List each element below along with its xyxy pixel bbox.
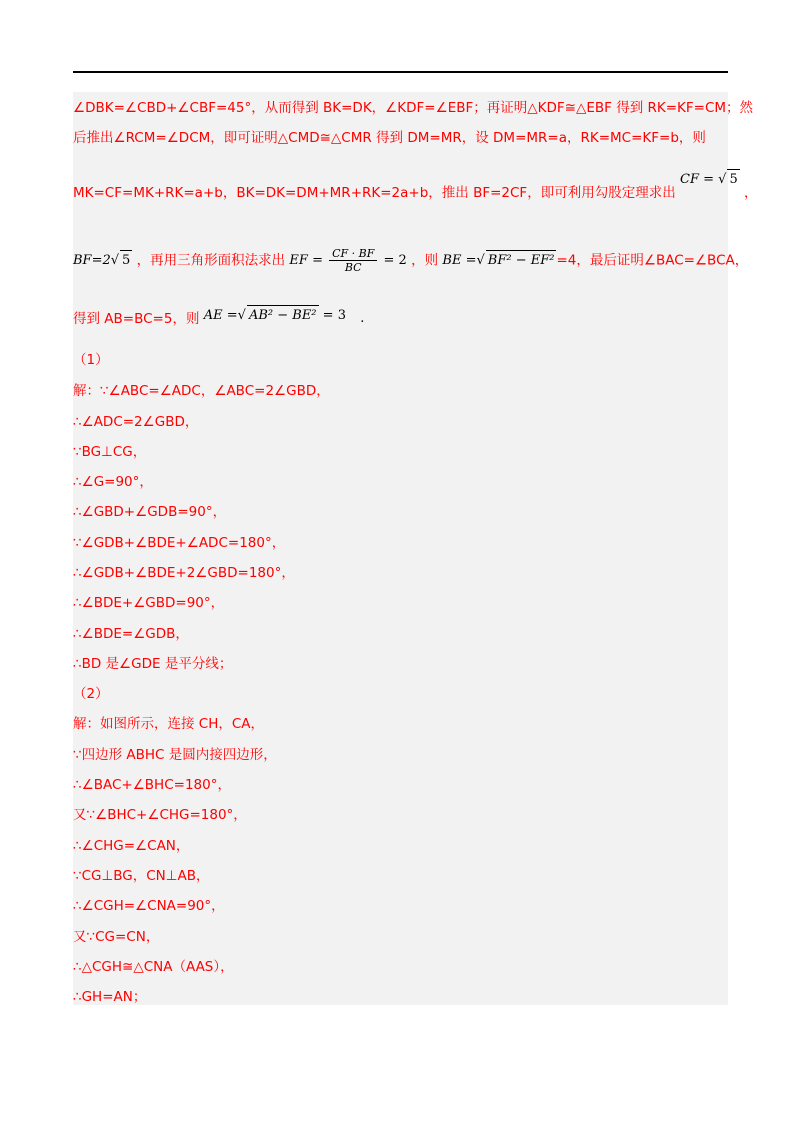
text-line [73, 247, 748, 274]
radicand: 5 [120, 250, 132, 271]
formula-text: = 3 [322, 307, 346, 323]
text-line: ∴∠CHG=∠CAN， [73, 838, 190, 854]
text-segment: 得到 AB=BC=5，则 [73, 311, 200, 327]
header-rule [73, 71, 728, 73]
radicand: AB² − BE² [247, 305, 319, 326]
text-segment: ，则 [411, 252, 439, 269]
formula-text: EF = [289, 253, 323, 268]
text-line: ∵四边形 ABHC 是圆内接四边形， [73, 747, 277, 763]
fraction [329, 247, 377, 274]
formula-text: = 2 [383, 253, 407, 268]
text-line: 解：∵∠ABC=∠ADC，∠ABC=2∠GBD， [73, 383, 330, 399]
part-label: （2） [73, 686, 109, 702]
text-line: ∴∠BAC+∠BHC=180°， [73, 777, 231, 793]
text-line: 解：如图所示，连接 CH，CA， [73, 716, 265, 732]
formula-text: AE = [203, 307, 238, 323]
text-line: ∴∠BDE+∠GBD=90°， [73, 595, 225, 611]
period: . [360, 311, 365, 326]
text-line: ∴∠BDE=∠GDB， [73, 626, 189, 642]
text-segment: MK=CF=MK+RK=a+b，BK=DK=DM+MR+RK=2a+b，推出 BF=2CF，即可利用勾股定理求出 [73, 185, 676, 201]
text-line: ∴△CGH≅△CNA（AAS）， [73, 959, 234, 975]
part-label: （1） [73, 352, 109, 368]
formula-be: BE =√ BF² − EF² [442, 250, 556, 271]
formula-ae: AE =√ AB² − BE² = 3 [204, 305, 346, 326]
text-line: ∴∠G=90°， [73, 474, 153, 490]
radicand: 5 [727, 169, 739, 190]
text-line: ∴GH=AN； [73, 989, 147, 1005]
text-line: ∴∠CGH=∠CNA=90°， [73, 898, 225, 914]
radicand: BF² − EF² [486, 250, 557, 271]
text-line: 又∵∠BHC+∠CHG=180°， [73, 807, 247, 823]
text-line [73, 172, 758, 203]
text-line: ∵BG⊥CG， [73, 444, 147, 460]
text-line: ∴∠ADC=2∠GBD， [73, 414, 199, 430]
text-line [73, 309, 364, 329]
formula-text: BF=2 [73, 253, 111, 268]
formula-text: CF = [680, 172, 714, 187]
formula-text: BE = [442, 253, 477, 268]
text-line: ∴∠GBD+∠GDB=90°， [73, 504, 227, 520]
text-line: 又∵CG=CN， [73, 929, 160, 945]
text-line: ∵CG⊥BG，CN⊥AB， [73, 868, 210, 884]
text-line: 后推出∠RCM=∠DCM，即可证明△CMD≅△CMR 得到 DM=MR，设 DM=MR=a，RK=MC=KF=b，则 [73, 130, 706, 146]
text-line: ∴∠GDB+∠BDE+2∠GBD=180°， [73, 565, 295, 581]
text-segment: ， [744, 185, 758, 201]
formula-bf: BF=2√ 5 [73, 250, 132, 271]
text-line: ∵∠GDB+∠BDE+∠ADC=180°， [73, 535, 286, 551]
numerator: CF · BF [329, 247, 377, 261]
text-segment: ，再用三角形面积法求出 [136, 252, 286, 269]
text-line: ∴BD 是∠GDE 是平分线； [73, 656, 233, 672]
solution-block [73, 92, 758, 1005]
formula-ef [289, 247, 406, 274]
formula-cf: CF = √ 5 [680, 169, 740, 190]
text-line: ∠DBK=∠CBD+∠CBF=45°，从而得到 BK=DK，∠KDF=∠EBF；再证明△KDF≅△EBF 得到 RK=KF=CM；然 [73, 100, 754, 116]
denominator: BC [344, 261, 362, 274]
text-segment: =4，最后证明∠BAC=∠BCA， [556, 252, 749, 269]
